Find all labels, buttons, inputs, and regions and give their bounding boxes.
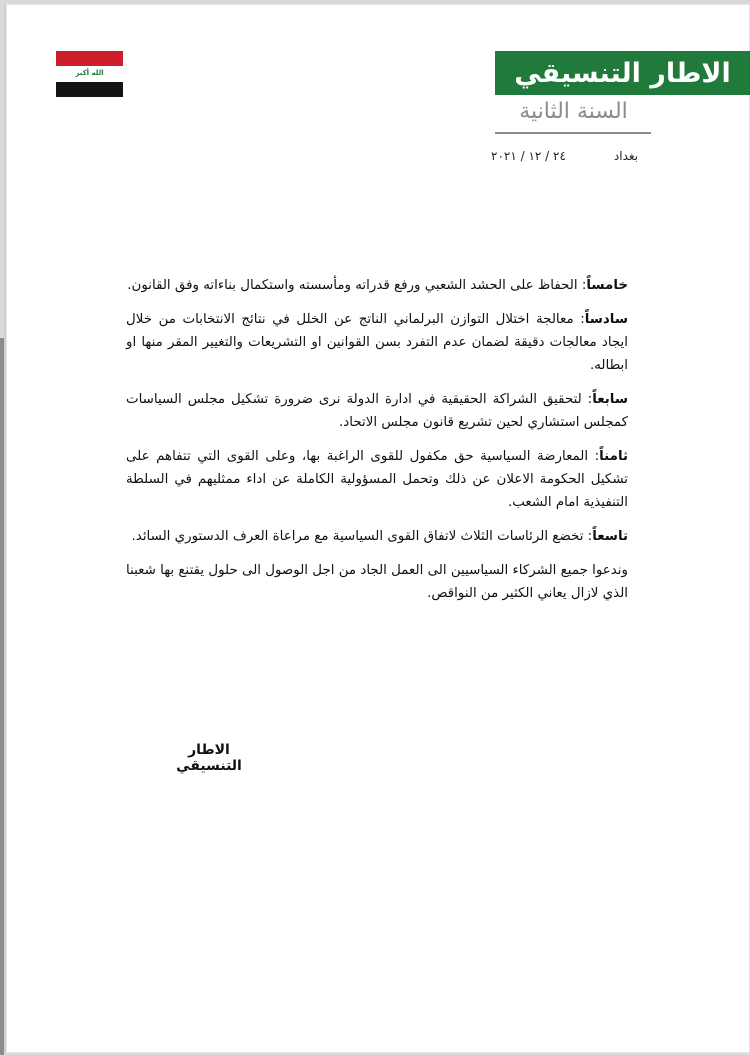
organization-title: الاطار التنسيقي [495, 51, 750, 95]
flag-white-band [56, 66, 123, 81]
item-paragraph [126, 308, 628, 377]
item-paragraph [126, 525, 628, 548]
scroll-edge[interactable] [0, 338, 4, 1055]
item-paragraph [126, 388, 628, 434]
item-text: : تخضع الرئاسات الثلاث لاتفاق القوى السياسية مع مراعاة العرف الدستوري السائد. [131, 529, 593, 544]
iraq-flag-icon [56, 51, 123, 97]
item-text: : الحفاظ على الحشد الشعبي ورفع قدراته ومأسسته واستكمال بناءاته وفق القانون. [127, 278, 587, 293]
item-paragraph [126, 445, 628, 514]
subtitle-divider [495, 132, 651, 134]
item-label: ثامناً [599, 449, 628, 464]
item-label: خامساً [586, 278, 628, 293]
item-label: تاسعاً [592, 529, 628, 544]
item-paragraph [126, 274, 628, 297]
document-page [4, 4, 750, 1053]
document-date: ٢٤ / ١٢ / ٢٠٢١ [491, 149, 566, 163]
item-text: : معالجة اختلال التوازن البرلماني الناتج عن الخلل في نتائج الانتخابات من خلال ايجاد معالجات دقيقة لضمان عدم التفرد بسن القوانين او التشريعات والتغيير المقر منها او ابطاله. [126, 312, 628, 373]
place-date-line [491, 149, 638, 163]
item-label: سادساً [584, 312, 628, 327]
flag-emblem-text: الله أكبر [75, 69, 104, 78]
closing-paragraph: وندعوا جميع الشركاء السياسيين الى العمل الجاد من اجل الوصول الى حلول يقتنع بها شعبنا الذي لازال يعاني الكثير من النواقص. [126, 563, 628, 601]
flag-red-band [56, 51, 123, 66]
signature: الاطار التنسيقي [176, 742, 242, 774]
item-label: سابعاً [592, 392, 628, 407]
year-subtitle: السنة الثانية [519, 99, 628, 124]
item-text: : لتحقيق الشراكة الحقيقية في ادارة الدولة نرى ضرورة تشكيل مجلس السياسات كمجلس استشاري لحين تشريع قانون مجلس الاتحاد. [126, 392, 628, 430]
flag-black-band [56, 82, 123, 97]
statement-body [126, 274, 628, 616]
item-text: : المعارضة السياسية حق مكفول للقوى الراغبة بها، وعلى القوى التي تتفاهم على تشكيل الحكومة الاعلان عن ذلك وتحمل المسؤولية الكاملة عن اداء ممثليهم في السلطة التنفيذية امام الشعب. [126, 449, 628, 510]
city-label: بغداد [613, 149, 638, 163]
